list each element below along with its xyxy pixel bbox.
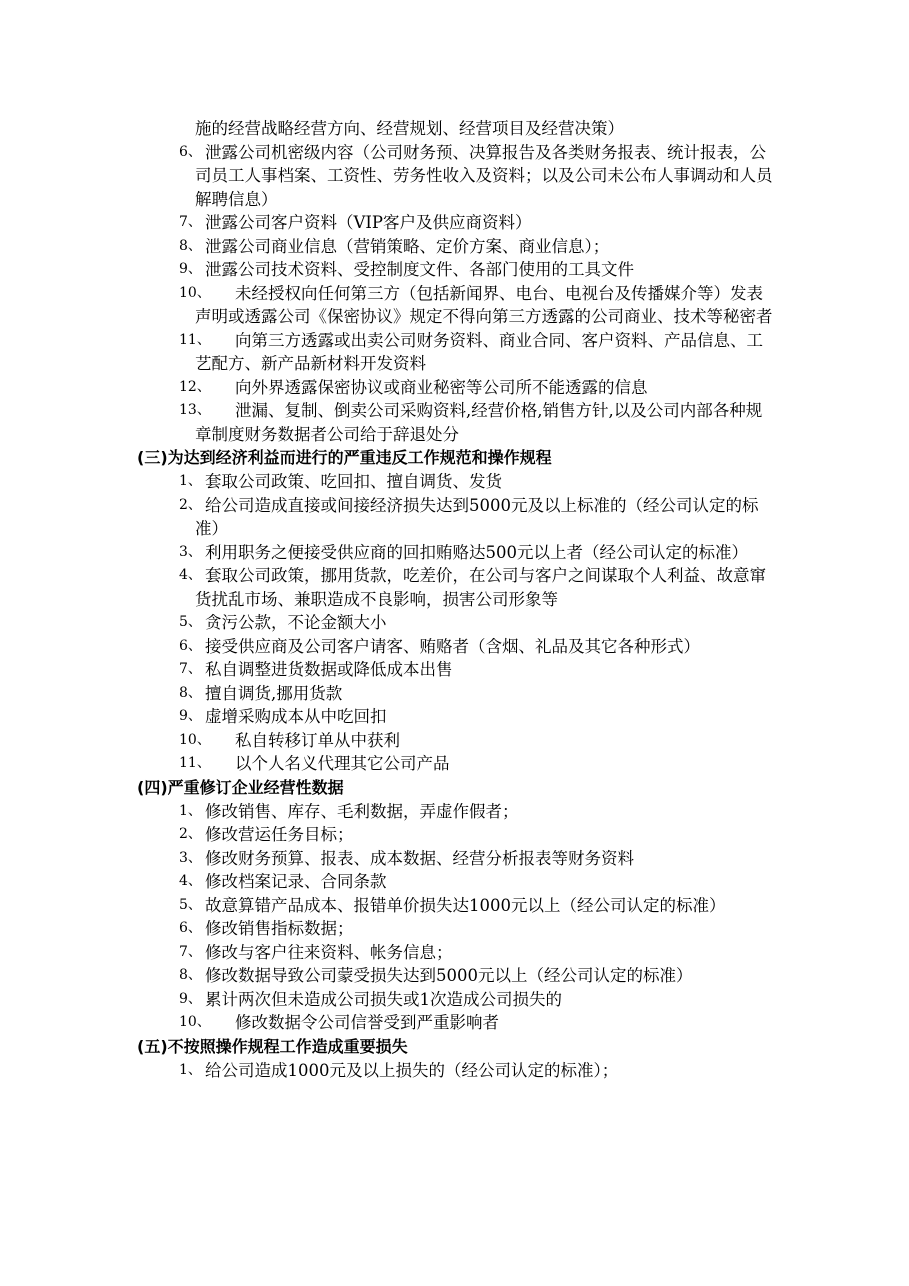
item-text: 泄露公司技术资料、受控制度文件、各部门使用的工具文件	[205, 260, 634, 279]
item-number: 6、	[179, 143, 202, 160]
item-text: 修改财务预算、报表、成本数据、经营分析报表等财务资料	[205, 848, 634, 868]
item-number: 5、	[179, 896, 202, 913]
item-text: 套取公司政策，挪用货款，吃差价，在公司与客户之间谋取个人利益、故意窜货扰乱市场、兼职造成不良影响，损害公司形象等	[195, 566, 766, 609]
item-number: 9、	[179, 990, 202, 1007]
item-text: 修改销售指标数据；	[205, 919, 354, 938]
item-number: 9、	[179, 261, 202, 277]
item-number: 3、	[179, 543, 202, 560]
list-item	[179, 376, 776, 400]
item-text: 虚增采购成本从中吃回扣	[205, 707, 387, 726]
item-text: 擅自调货,挪用货款	[205, 683, 343, 703]
list-item	[179, 235, 776, 259]
list-item	[179, 941, 776, 965]
list-d	[0, 1059, 909, 1083]
item-number: 1、	[179, 473, 202, 489]
list-item	[179, 611, 776, 635]
item-number: 6、	[179, 637, 202, 654]
list-item	[179, 258, 776, 282]
list-item	[179, 470, 776, 494]
item-text: 给公司造成直接或间接经济损失达到5000元及以上标准的（经公司认定的标准）	[195, 495, 759, 538]
item-text: 泄露公司机密级内容（公司财务预、决算报告及各类财务报表、统计报表，公司员工人事档案、工资性、劳务性收入及资料；以及公司未公布人事调动和人员解聘信息）	[195, 142, 773, 209]
list-item	[179, 282, 776, 329]
list-item	[179, 705, 776, 729]
list-item	[179, 1011, 776, 1035]
item-text: 私自转移订单从中获利	[235, 730, 400, 750]
item-text: 修改与客户往来资料、帐务信息；	[205, 942, 453, 962]
list-item	[179, 329, 776, 376]
continued-text: 施的经营战略经营方向、经营规划、经营项目及经营决策）	[195, 119, 624, 138]
item-text: 修改数据导致公司蒙受损失达到5000元以上（经公司认定的标准）	[205, 966, 693, 985]
list-item	[179, 823, 776, 847]
list-item	[179, 752, 776, 776]
list-c	[0, 800, 909, 1035]
list-item	[179, 988, 776, 1012]
list-item	[179, 917, 776, 941]
list-b	[0, 470, 909, 776]
item-text: 修改营运任务目标；	[205, 825, 354, 844]
list-item	[179, 635, 776, 659]
item-number: 10、	[179, 1014, 211, 1030]
item-number: 2、	[179, 496, 202, 513]
item-text: 以个人名义代理其它公司产品	[235, 754, 450, 773]
list-item	[179, 847, 776, 871]
item-number: 9、	[179, 708, 202, 724]
item-number: 6、	[179, 920, 202, 936]
item-number: 4、	[179, 873, 202, 889]
item-text: 接受供应商及公司客户请客、贿赂者（含烟、礼品及其它各种形式）	[205, 636, 700, 656]
list-item	[179, 399, 776, 446]
item-number: 4、	[179, 567, 202, 583]
list-item	[179, 141, 776, 212]
item-number: 7、	[179, 943, 202, 960]
list-item	[179, 564, 776, 611]
item-text: 泄露公司商业信息（营销策略、定价方案、商业信息）；	[205, 236, 610, 256]
item-text: 套取公司政策、吃回扣、擅自调货、发货	[205, 472, 502, 491]
item-text: 未经授权向任何第三方（包括新闻界、电台、电视台及传播媒介等）发表声明或透露公司《保密协议》规定不得向第三方透露的公司商业、技术等秘密者	[195, 283, 773, 326]
item-number: 8、	[179, 967, 202, 983]
item-number: 8、	[179, 237, 202, 254]
list-item	[179, 658, 776, 682]
list-item	[179, 682, 776, 706]
item-number: 1、	[179, 802, 202, 819]
item-text: 累计两次但未造成公司损失或1次造成公司损失的	[205, 989, 562, 1009]
item-text: 故意算错产品成本、报错单价损失达1000元以上（经公司认定的标准）	[205, 895, 726, 915]
item-text: 修改数据令公司信誉受到严重影响者	[235, 1013, 499, 1032]
item-text: 私自调整进货数据或降低成本出售	[205, 660, 453, 679]
item-text: 修改档案记录、合同条款	[205, 872, 387, 891]
top-spacer	[0, 0, 909, 117]
item-number: 7、	[179, 661, 202, 677]
list-item	[179, 964, 776, 988]
section-heading-5: (五)不按照操作规程工作造成重要损失	[137, 1036, 408, 1056]
list-item	[179, 870, 776, 894]
list-item	[179, 211, 776, 235]
item-number: 11、	[179, 755, 211, 771]
item-text: 泄漏、复制、倒卖公司采购资料,经营价格,销售方针,以及公司内部各种规章制度财务数据者公司给于辞退处分	[195, 401, 763, 444]
item-number: 11、	[179, 331, 211, 348]
item-number: 3、	[179, 849, 202, 866]
item-number: 13、	[179, 402, 211, 418]
item-text: 修改销售、库存、毛利数据，弄虚作假者；	[205, 801, 519, 821]
list-item	[179, 729, 776, 753]
list-item	[179, 1059, 776, 1083]
item-number: 5、	[179, 614, 202, 630]
item-number: 12、	[179, 378, 211, 395]
section-heading-3: (三)为达到经济利益而进行的严重违反工作规范和操作规程	[137, 448, 552, 467]
list-a	[0, 141, 909, 447]
item-text: 给公司造成1000元及以上损失的（经公司认定的标准）；	[205, 1060, 619, 1080]
item-text: 贪污公款，不论金额大小	[205, 613, 387, 632]
item-number: 1、	[179, 1061, 202, 1078]
item-number: 7、	[179, 214, 202, 230]
list-item	[179, 894, 776, 918]
item-text: 向外界透露保密协议或商业秘密等公司所不能透露的信息	[235, 377, 648, 397]
list-item	[179, 494, 776, 541]
section-heading-4: (四)严重修订企业经营性数据	[137, 777, 344, 797]
item-text: 向第三方透露或出卖公司财务资料、商业合同、客户资料、产品信息、工艺配方、新产品新材料开发资料	[195, 330, 763, 373]
item-number: 10、	[179, 731, 211, 748]
item-text: 利用职务之便接受供应商的回扣贿赂达500元以上者（经公司认定的标准）	[205, 542, 748, 562]
list-item	[179, 800, 776, 824]
item-text: 泄露公司客户资料（VIP客户及供应商资料）	[205, 213, 532, 232]
item-number: 8、	[179, 684, 202, 701]
item-number: 10、	[179, 284, 211, 301]
item-number: 2、	[179, 826, 202, 842]
list-item	[179, 541, 776, 565]
